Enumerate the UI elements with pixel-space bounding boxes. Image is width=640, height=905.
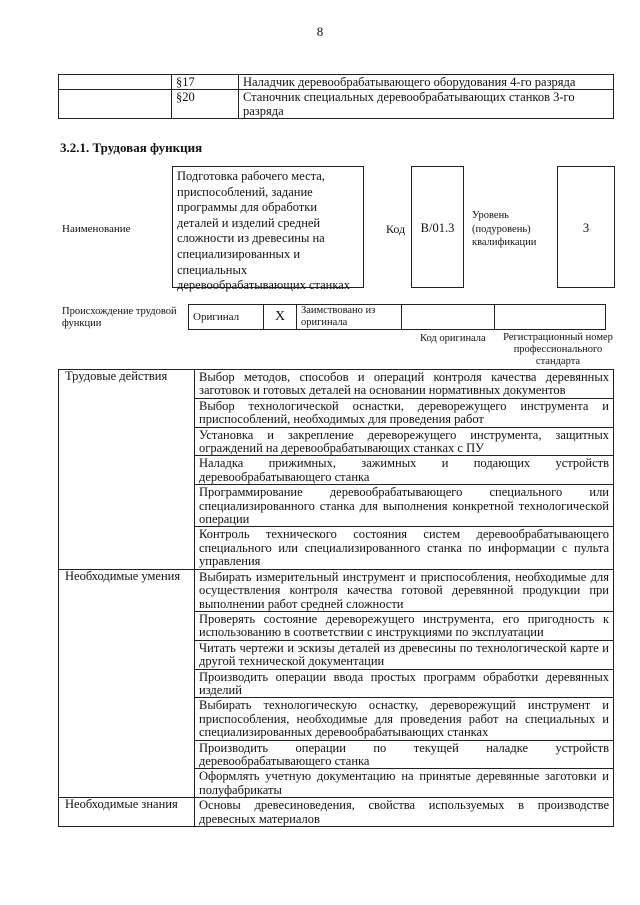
reg-number-cell: [495, 305, 606, 330]
title-cell: Наладчик деревообрабатывающего оборудования 4-го разряда: [239, 75, 614, 90]
list-item: Программирование деревообрабатывающего специального или специализированного станка для выполнения конкретной технологической операции: [195, 485, 614, 527]
table-row: [59, 798, 614, 827]
table-row: [59, 75, 614, 90]
table-row: [59, 569, 614, 611]
list-item: Оформлять учетную документацию на принятые деревянные заготовки и полуфабрикаты: [195, 769, 614, 798]
section-label: Необходимые умения: [59, 569, 195, 798]
list-item: Наладка прижимных, зажимных и подающих устройств деревообрабатывающего станка: [195, 456, 614, 485]
list-item: Выбор технологической оснастки, дереворежущего инструмента и приспособлений, необходимых для проведения работ: [195, 398, 614, 427]
code-original-cell: [402, 305, 495, 330]
list-item: Установка и закрепление дереворежущего инструмента, защитных ограждений на деревообрабатывающих станках с ПУ: [195, 427, 614, 456]
labor-function-table: [58, 369, 614, 827]
table-row: [59, 90, 614, 119]
origin-table: [188, 304, 606, 330]
list-item: Выбирать измерительный инструмент и приспособления, необходимые для осуществления контроля качества готовой деревянной продукции при выполнении работ средней сложности: [195, 569, 614, 611]
table-row: [189, 305, 606, 330]
name-label: Наименование: [62, 223, 131, 235]
qualification-level-box: 3: [557, 166, 615, 288]
page-number: 8: [316, 24, 324, 39]
original-label-cell: Оригинал: [189, 305, 264, 330]
code-label: Код: [386, 222, 406, 236]
list-item: Выбирать технологическую оснастку, дереворежущий инструмент и приспособления, необходимые для проведения работ на специальных и специализированных деревообрабатывающих станках: [195, 698, 614, 740]
empty-cell: [59, 75, 172, 90]
empty-cell: [59, 90, 172, 119]
list-item: Контроль технического состояния систем деревообрабатывающего специального или специализированного станка по информации с пульта управления: [195, 527, 614, 569]
code-cell: §17: [172, 75, 239, 90]
function-name-box: Подготовка рабочего места, приспособлений, задание программы для обработки деталей и изделий средней сложности из древесины на специализированных и специальных деревообрабатывающих станках: [172, 166, 364, 288]
section-label: Необходимые знания: [59, 798, 195, 827]
list-item: Производить операции ввода простых программ обработки деревянных изделий: [195, 669, 614, 698]
code-original-caption: Код оригинала: [420, 333, 486, 344]
origin-label: Происхождение трудовой функции: [62, 306, 177, 329]
list-item: Выбор методов, способов и операций контроля качества деревянных заготовок и готовых деталей на основании нормативных документов: [195, 370, 614, 399]
borrowed-label-cell: Заимствовано из оригинала: [297, 305, 402, 330]
list-item: Производить операции по текущей наладке устройств деревообрабатывающего станка: [195, 740, 614, 769]
table-row: [59, 370, 614, 399]
list-item: Читать чертежи и эскизы деталей из древесины по технологической карте и другой технической документации: [195, 640, 614, 669]
list-item: Проверять состояние дереворежущего инструмента, его пригодность к использованию в соответствии с инструкциями по эксплуатации: [195, 611, 614, 640]
title-cell: Станочник специальных деревообрабатывающих станков 3-го разряда: [239, 90, 614, 119]
original-mark-cell: X: [264, 305, 297, 330]
section-label: Трудовые действия: [59, 370, 195, 570]
code-cell: §20: [172, 90, 239, 119]
list-item: Основы древесиноведения, свойства используемых в производстве древесных материалов: [195, 798, 614, 827]
section-title: 3.2.1. Трудовая функция: [60, 140, 203, 155]
function-code-box: B/01.3: [411, 166, 464, 288]
reg-number-caption: Регистрационный номер профессионального стандарта: [503, 332, 613, 367]
occupation-codes-table: [58, 74, 614, 119]
level-label: Уровень (подуровень) квалификации: [472, 210, 537, 248]
